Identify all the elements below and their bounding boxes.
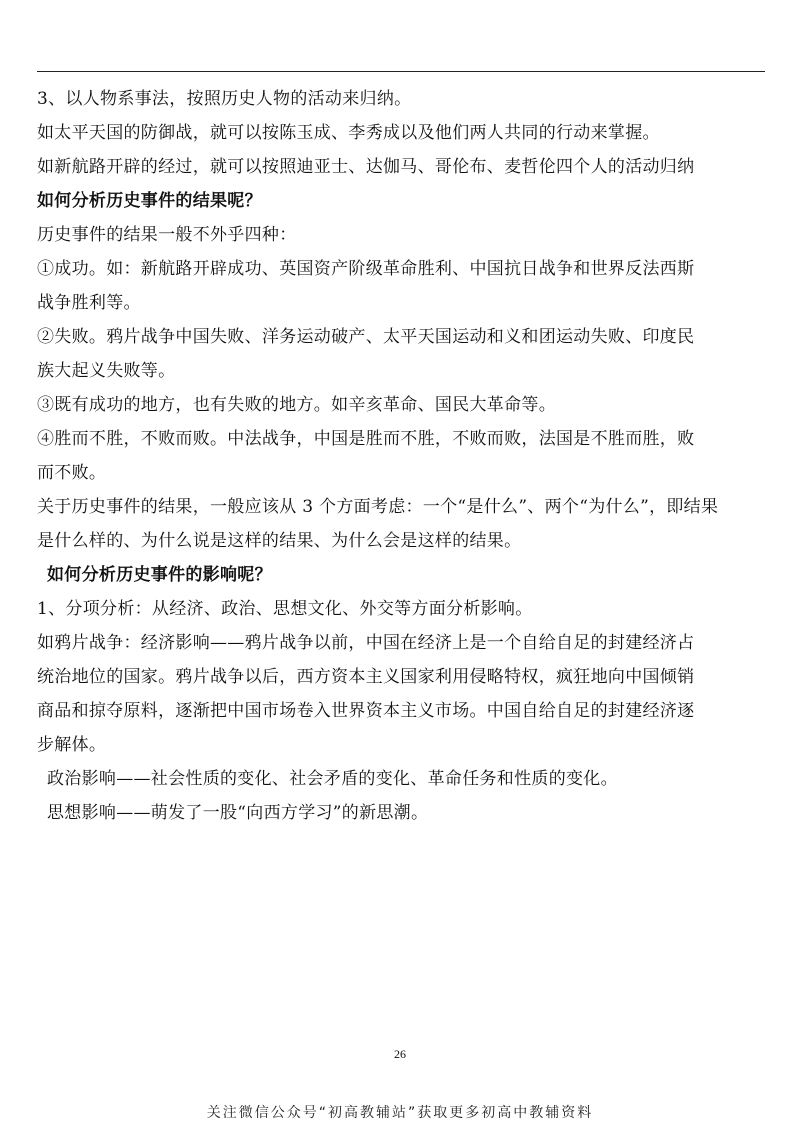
page-number: 26 — [394, 1047, 406, 1061]
section-heading: 如何分析历史事件的影响呢？ — [47, 565, 272, 585]
body-line: ④胜而不胜，不败而败。中法战争，中国是胜而不胜，不败而败，法国是不胜而胜，败 — [37, 429, 695, 449]
body-line: 战争胜利等。 — [37, 293, 141, 313]
body-line: 如鸦片战争：经济影响——鸦片战争以前，中国在经济上是一个自给自足的封建经济占 — [37, 633, 695, 653]
body-line: 3、以人物系事法，按照历史人物的活动来归纳。 — [37, 89, 412, 109]
body-line: 思想影响——萌发了一股“向西方学习”的新思潮。 — [47, 803, 429, 823]
body-line: 历史事件的结果一般不外乎四种： — [37, 225, 297, 245]
section-heading: 如何分析历史事件的结果呢？ — [37, 191, 262, 211]
body-line: ①成功。如：新航路开辟成功、英国资产阶级革命胜利、中国抗日战争和世界反法西斯 — [37, 259, 695, 279]
header-rule — [37, 71, 765, 72]
body-line: 关于历史事件的结果，一般应该从 3 个方面考虑：一个“是什么”、两个“为什么”，即结果 — [37, 497, 719, 517]
body-line: 步解体。 — [37, 735, 107, 755]
footer-note: 关注微信公众号“初高教辅站”获取更多初高中教辅资料 — [206, 1105, 594, 1121]
document-body — [37, 82, 765, 830]
body-line: 1、分项分析：从经济、政治、思想文化、外交等方面分析影响。 — [37, 599, 533, 619]
body-line: ③既有成功的地方，也有失败的地方。如辛亥革命、国民大革命等。 — [37, 395, 556, 415]
body-line: 而不败。 — [37, 463, 107, 483]
body-line: 商品和掠夺原料，逐渐把中国市场卷入世界资本主义市场。中国自给自足的封建经济逐 — [37, 701, 695, 721]
body-line: 统治地位的国家。鸦片战争以后，西方资本主义国家利用侵略特权，疯狂地向中国倾销 — [37, 667, 695, 687]
body-line: 是什么样的、为什么说是这样的结果、为什么会是这样的结果。 — [37, 531, 522, 551]
body-line: 族大起义失败等。 — [37, 361, 176, 381]
body-line: 政治影响——社会性质的变化、社会矛盾的变化、革命任务和性质的变化。 — [47, 769, 618, 789]
body-line: ②失败。鸦片战争中国失败、洋务运动破产、太平天国运动和义和团运动失败、印度民 — [37, 327, 695, 347]
body-line: 如太平天国的防御战，就可以按陈玉成、李秀成以及他们两人共同的行动来掌握。 — [37, 123, 660, 143]
body-line: 如新航路开辟的经过，就可以按照迪亚士、达伽马、哥伦布、麦哲伦四个人的活动归纳 — [37, 157, 695, 177]
